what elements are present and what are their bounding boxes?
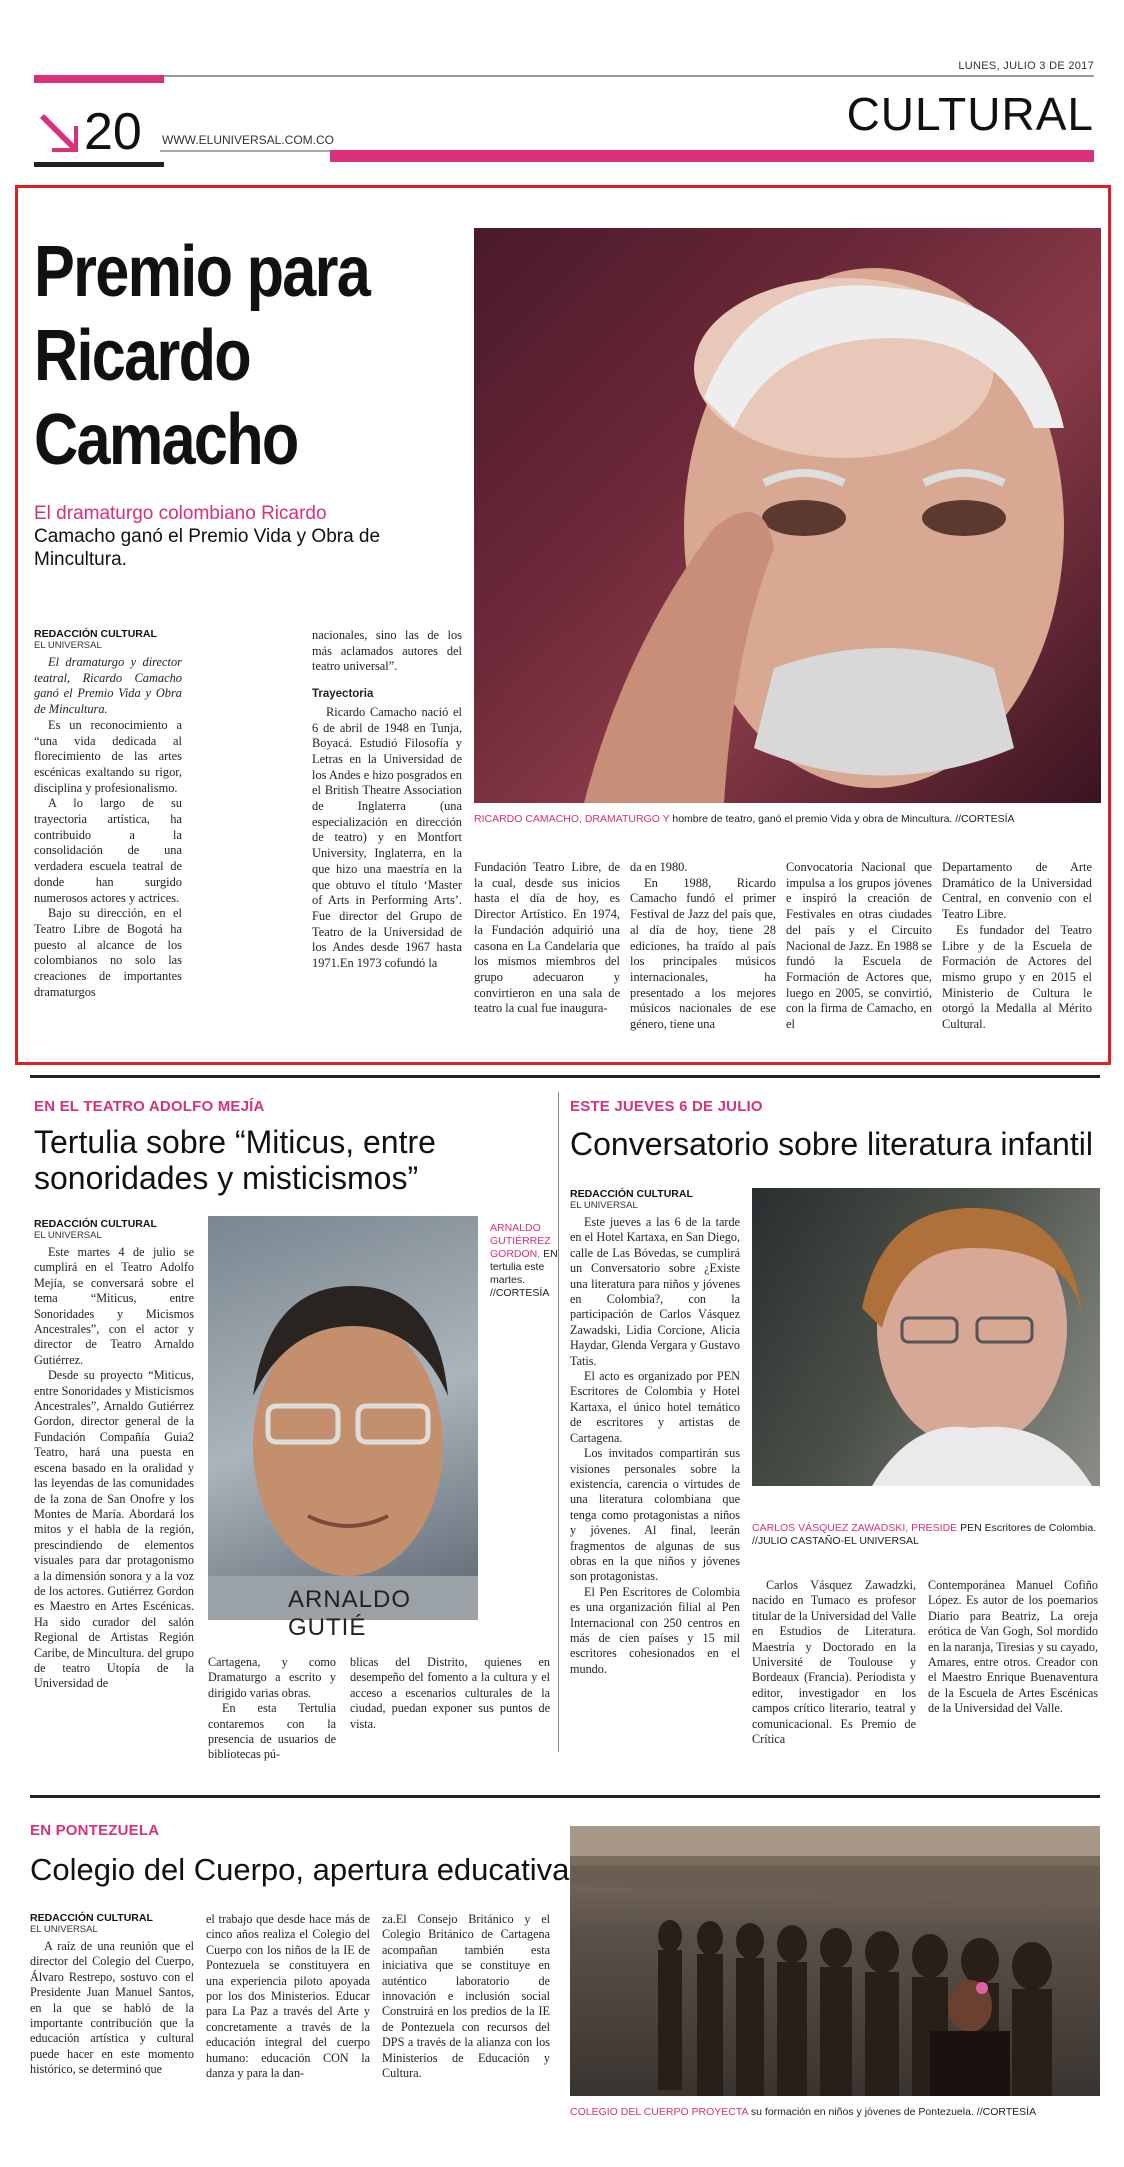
story4-photo <box>570 1826 1100 2096</box>
story4-col-2 <box>206 1912 370 2081</box>
paragraph: Este jueves a las 6 de la tarde en el Hotel Kartaxa, en San Diego, calle de Las Bóvedas, se cumplirá un Conversatorio sobre ¿Existe una literatura para niños y jóvenes en Colombia?, con la participación de Carlos Vásquez Zawadski, Lidia Corcione, Alicia Haydar, Glenda Vergara y Gustavo Tatis. <box>570 1215 740 1368</box>
main-col-2 <box>312 628 462 972</box>
paragraph: Ricardo Camacho nació el 6 de abril de 1948 en Tunja, Boyacá. Estudió Filosofía y Letras en la Universidad de los Andes e hizo posgrados en el British Theatre Association de Inglaterra (una especialización en dirección de teatro) y en Montfort University, Inglaterra, en la que hizo una maestría en la que obtuvo el título ‘Master of Arts in Performing Arts’. Fue director del Grupo de Teatro de la Universidad de los Andes desde 1967 hasta 1971.En 1973 cofundó la <box>312 704 462 971</box>
header-bottom-rule <box>34 162 164 167</box>
main-story-headline <box>34 230 454 482</box>
headline-line3: Camacho <box>34 400 298 480</box>
story4-col-3 <box>382 1912 550 2081</box>
main-col-4 <box>630 860 776 1033</box>
story4-kicker: EN PONTEZUELA <box>30 1822 160 1839</box>
paragraph: Carlos Vásquez Zawadzki, nacido en Tumaco es profesor titular de la Universidad del Valle en Estudios de Literatura. Maestría y Doctorado en la Université de Toulouse y Bordeaux (Francia). Periodista y editor, investigador en los campos crítico literario, teatral y comunicacional. Es Premio de Crítica <box>752 1578 916 1747</box>
story2-headline <box>34 1124 554 1196</box>
paragraph: blicas del Distrito, quienes en desempeño del fomento a la cultura y el acceso a escenarios culturales de la ciudad, puedan exponer sus puntos de vista. <box>350 1655 550 1731</box>
caption-pink: ARNALDO GUTIÉRREZ GORDON, <box>490 1222 551 1260</box>
page-header <box>0 0 1124 175</box>
section-divider <box>30 1795 1100 1798</box>
deck-dark: Camacho ganó el Premio Vida y Obra de Mincultura. <box>34 526 381 570</box>
story3-photo <box>752 1188 1100 1486</box>
caption-pink: RICARDO CAMACHO, DRAMATURGO Y <box>474 813 670 825</box>
paragraph: A lo largo de su trayectoria artística, ha contribuido a la consolidación de una verdadera escuela teatral de donde han surgido numerosos actores y actrices. <box>34 796 182 905</box>
story2-col-3 <box>350 1655 550 1732</box>
headline-line2: sonoridades y misticismos” <box>34 1160 419 1196</box>
paragraph: Convocatoria Nacional que impulsa a los grupos jóvenes e inspiró la creación de Festivales en otras ciudades del país y el Circuito Nacional de Jazz. En 1988 se fundó la Escuela de Formación de Actores que, luego en 2005, se convirtió, con la firma de Camacho, en el <box>786 860 932 1032</box>
story4-headline: Colegio del Cuerpo, apertura educativa <box>30 1852 570 1887</box>
header-gray-rule <box>160 150 330 152</box>
byline-outlet: EL UNIVERSAL <box>34 1230 102 1241</box>
paragraph: Desde su proyecto “Miticus, entre Sonoridades y Misticismos Ancestrales”, Arnaldo Gutiérrez Gordon, director general de la Fundación Compañía Guia2 Teatro, hará una puesta en escena basado en la oralidad y las leyendas de las comunidades de la zona de San Onofre y los Montes de María. Abordará los mitos y el habla de la región, prescindiendo de elementos visuales para dar protagonismo a la dimensión sonora y a la voz de los actores. Gutiérrez Gordon es Maestro en Artes Escénicas. Ha sido curador del salón Regional de Artistas Región Caribe, de Mincultura. del grupo de teatro Utopía de la Universidad de <box>34 1368 194 1691</box>
caption-rest: EN tertulia este martes. //CORTESÍA <box>490 1248 558 1299</box>
section-name: CULTURAL <box>846 88 1094 140</box>
paragraph: da en 1980. <box>630 860 688 874</box>
lead-paragraph: El dramaturgo y director teatral, Ricardo Camacho ganó el Premio Vida y Obra de Mincultura. <box>34 655 182 717</box>
story2-col-2 <box>208 1655 336 1763</box>
website[interactable]: WWW.ELUNIVERSAL.COM.CO <box>162 133 335 147</box>
subhead: Trayectoria <box>312 688 374 701</box>
paragraph: el trabajo que desde hace más de cinco años realiza el Colegio del Cuerpo con los niños de la IE de Pontezuela se constituyera en una experiencia piloto apoyada por los dos Ministerios. Educar para La Paz a través del Arte y concretamente a través de la educación integral del cuerpo humano: educación CON la danza y para la dan- <box>206 1912 370 2081</box>
page-number: 20 <box>84 103 142 161</box>
story3-col-1 <box>570 1188 740 1677</box>
paragraph: Es fundador del Teatro Libre y de la Escuela de Formación de Actores del mismo grupo y en 2015 el Ministerio de Cultura le otorgó la Medalla al Mérito Cultural. <box>942 922 1092 1032</box>
story4-col-1 <box>30 1912 194 2078</box>
paragraph: Bajo su dirección, en el Teatro Libre de Bogotá ha puesto al alcance de los colombianos no solo las creaciones de importantes dramaturgos <box>34 906 182 999</box>
caption-pink: CARLOS VÁSQUEZ ZAWADSKI, PRESIDE <box>752 1522 958 1534</box>
main-col-3 <box>474 860 620 1017</box>
column-divider <box>558 1092 559 1752</box>
paragraph: Departamento de Arte Dramático de la Universidad Central, en convenio con el Teatro Libre. <box>942 860 1092 922</box>
story4-caption <box>570 2106 1100 2119</box>
story3-kicker: ESTE JUEVES 6 DE JULIO <box>570 1098 763 1115</box>
section-divider <box>30 1075 1100 1078</box>
byline: REDACCIÓN CULTURAL <box>34 628 157 640</box>
paragraph: Los invitados compartirán sus visiones personales sobre la existencia, carencia o virtudes de una literatura colombiana que tenga como protagonistas a niños y jóvenes. Al final, leerán fragmentos de algunas de sus obras en la que niños y jóvenes son protagonistas. <box>570 1446 740 1584</box>
main-col-1 <box>34 628 182 1000</box>
deck-pink: El dramaturgo colombiano Ricardo <box>34 503 327 524</box>
paragraph: Este martes 4 de julio se cumplirá en el Teatro Adolfo Mejía, se conversará sobre el tema “Miticus, entre Sonoridades y Micismos Ancestrales”, con el actor y director de Teatro Arnaldo Gutiérrez. <box>34 1245 194 1367</box>
main-photo <box>474 228 1101 803</box>
main-photo-caption <box>474 813 1101 826</box>
paragraph: Cartagena, y como Dramaturgo a escrito y dirigido varias obras. <box>208 1655 336 1700</box>
photo-label: ARNALDO GUTIÉ <box>288 1586 412 1641</box>
paragraph: za.El Consejo Británico y el Colegio Británico de Cartagena acompañan también esta iniciativa que se constituye en auténtico laboratorio de innovación e inclusión social Construirá en los predios de la IE de Pontezuela con recursos del DPS a través de la alianza con los Ministerios de Educación y Cultura. <box>382 1912 550 2081</box>
byline-outlet: EL UNIVERSAL <box>34 640 102 651</box>
story2-caption <box>490 1222 558 1300</box>
arrow-icon <box>38 112 80 154</box>
header-pink-band <box>330 150 1094 162</box>
paragraph: Es un reconocimiento a “una vida dedicada al florecimiento de las artes escénicas exaltando su rigor, disciplina y profesionalismo. <box>34 717 182 795</box>
header-date: LUNES, JULIO 3 DE 2017 <box>958 60 1094 72</box>
headline-line2: Ricardo <box>34 316 250 396</box>
story3-col-3 <box>928 1578 1098 1717</box>
caption-rest: su formación en niños y jóvenes de Pontezuela. //CORTESÍA <box>750 2106 1037 2118</box>
main-col-6 <box>942 860 1092 1033</box>
paragraph: En esta Tertulia contaremos con la presencia de usuarios de bibliotecas pú- <box>208 1701 336 1762</box>
story2-kicker: EN EL TEATRO ADOLFO MEJÍA <box>34 1098 265 1115</box>
byline-outlet: EL UNIVERSAL <box>30 1924 98 1935</box>
byline: REDACCIÓN CULTURAL <box>570 1188 693 1200</box>
header-top-rule <box>34 75 1094 77</box>
header-pink-bar-top <box>34 75 164 83</box>
paragraph: Fundación Teatro Libre, de la cual, desde sus inicios hasta el día de hoy, es Director Artístico. En 1974, la Fundación adquirió una casona en La Candelaria que los mismos miembros del grupo adecuaron y convirtieron en una sala de teatro la cual fue inaugura- <box>474 860 620 1016</box>
main-col-5 <box>786 860 932 1033</box>
paragraph: En 1988, Ricardo Camacho fundó el primer Festival de Jazz del país que, al día de hoy, tiene 28 ediciones, ha traído al país los principales músicos internacionales, ha presentado a los mejores músicos nacionales de ese género, tiene una <box>630 875 776 1032</box>
caption-pink: COLEGIO DEL CUERPO PROYECTA <box>570 2106 748 2118</box>
story3-caption <box>752 1522 1100 1548</box>
story2-photo <box>208 1216 478 1641</box>
byline-outlet: EL UNIVERSAL <box>570 1200 638 1211</box>
caption-rest: hombre de teatro, ganó el premio Vida y obra de Mincultura. //CORTESÍA <box>672 813 1015 825</box>
paragraph: A raíz de una reunión que el director del Colegio del Cuerpo, Álvaro Restrepo, sostuvo con el Presidente Juan Manuel Santos, en la que se habló de la importante contribución que la educación artística y cultural puede hacer en este momento histórico, se determinó que <box>30 1939 194 2077</box>
headline-line1: Tertulia sobre “Miticus, entre <box>34 1124 436 1160</box>
main-story-deck <box>34 502 454 571</box>
headline-line1: Premio para <box>34 232 370 312</box>
story2-col-1 <box>34 1218 194 1692</box>
paragraph: El Pen Escritores de Colombia es una organización filial al Pen Internacional con 250 centros en más de cien países y 15 mil escritores cohesionados en el mundo. <box>570 1584 740 1676</box>
byline: REDACCIÓN CULTURAL <box>34 1218 157 1230</box>
caption-rest: PEN Escritores de Colombia. //JULIO CASTAÑO-EL UNIVERSAL <box>752 1522 1097 1547</box>
story3-col-2 <box>752 1578 916 1747</box>
story3-headline: Conversatorio sobre literatura infantil <box>570 1126 1093 1162</box>
paragraph: nacionales, sino las de los más aclamados autores del teatro universal”. <box>312 628 462 674</box>
paragraph: Contemporánea Manuel Cofiño López. Es autor de los poemarios Diario para Beatriz, La oreja erótica de Van Gogh, Sol mordido en la naranja, Tiresias y su cayado, Amares, entre otros. Creador con el Maestro Enrique Buenaventura de la Escuela de Artes Escénicas de la Universidad del Valle. <box>928 1578 1098 1716</box>
paragraph: El acto es organizado por PEN Escritores de Colombia y Hotel Kartaxa, el único hotel temático de escritores y artistas de Cartagena. <box>570 1369 740 1445</box>
byline: REDACCIÓN CULTURAL <box>30 1912 153 1924</box>
